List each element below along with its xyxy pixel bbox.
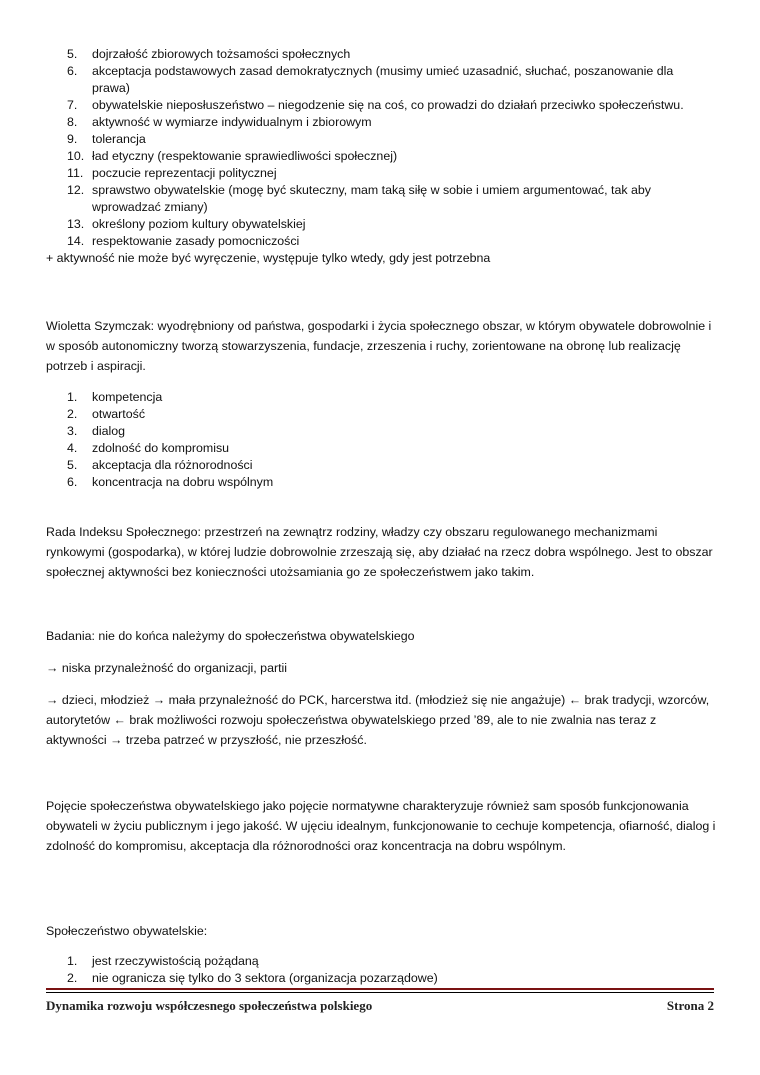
list-item (46, 216, 718, 233)
item-number: 6. (67, 64, 78, 78)
list-item (46, 182, 718, 216)
item-text: koncentracja na dobru wspólnym (92, 475, 274, 489)
arrow-note-2: → dzieci, młodzież → mała przynależność do PCK, harcerstwa itd. (młodzież się nie angażuje) ← brak tradycji, wzorców, autorytetów ← brak możliwości rozwoju społeczeństwa obywatelskiego przed ’89, ale to nie zwalnia nas teraz z aktywności → trzeba patrzeć w przyszłość, nie przeszłość. (46, 693, 710, 747)
item-text: określony poziom kultury obywatelskiej (92, 217, 306, 231)
item-number: 12. (67, 183, 85, 197)
item-text: zdolność do kompromisu (92, 441, 230, 455)
footer-title: Dynamika rozwoju współczesnego społeczeństwa polskiego (46, 998, 373, 1013)
list-item (46, 440, 718, 457)
item-number: 13. (67, 217, 85, 231)
item-text: obywatelskie nieposłuszeństwo – niegodzenie się na coś, co prowadzi do działań przeciwko społeczeństwu. (92, 98, 684, 112)
item-text: jest rzeczywistością pożądaną (92, 954, 259, 968)
list-szymczak (46, 389, 718, 491)
arrow-note-1: → niska przynależność do organizacji, partii (46, 661, 288, 675)
list-item (46, 970, 718, 987)
list-item (46, 131, 718, 148)
list-item (46, 63, 718, 97)
list-item (46, 953, 718, 970)
item-number: 1. (67, 390, 78, 404)
item-text: akceptacja dla różnorodności (92, 458, 253, 472)
spoleczenstwo-heading: Społeczeństwo obywatelskie: (46, 924, 208, 938)
list-top (46, 46, 718, 267)
item-number: 5. (67, 458, 78, 472)
plus-note: + aktywność nie może być wyręczenie, występuje tylko wtedy, gdy jest potrzebna (46, 251, 491, 265)
item-number: 11. (67, 166, 84, 180)
list-item (46, 148, 718, 165)
item-number: 4. (67, 441, 78, 455)
item-number: 2. (67, 407, 78, 421)
item-text: sprawstwo obywatelskie (mogę być skuteczny, mam taką siłę w sobie i umiem argumentować, tak aby wprowadzać zmiany) (92, 183, 651, 214)
item-text: ład etyczny (respektowanie sprawiedliwości społecznej) (92, 149, 398, 163)
list-item (46, 423, 718, 440)
item-text: respektowanie zasady pomocniczości (92, 234, 300, 248)
item-text: otwartość (92, 407, 146, 421)
list-item (46, 97, 718, 114)
item-number: 10. (67, 149, 85, 163)
item-text: kompetencja (92, 390, 163, 404)
item-number: 5. (67, 47, 78, 61)
list-item (46, 474, 718, 491)
page-footer (46, 998, 714, 1014)
list-item (46, 233, 718, 250)
item-number: 3. (67, 424, 78, 438)
item-text: tolerancja (92, 132, 146, 146)
page-number: Strona 2 (666, 998, 714, 1013)
item-number: 6. (67, 475, 78, 489)
list-item (46, 165, 718, 182)
list-item (46, 457, 718, 474)
footer-rule-thin (46, 992, 714, 993)
item-text: dialog (92, 424, 126, 438)
list-bottom (46, 953, 718, 987)
rada-definition: Rada Indeksu Społecznego: przestrzeń na zewnątrz rodziny, władzy czy obszaru regulowanego mechanizmami rynkowymi (gospodarka), w której ludzie dobrowolnie zrzeszają się, aby działać na rzecz dobra wspólnego. Jest to obszar społecznej aktywności bez konieczności utożsamiania go ze społeczeństwem jako takim. (46, 525, 713, 579)
list-item (46, 46, 718, 63)
list-item (46, 406, 718, 423)
item-text: poczucie reprezentacji politycznej (92, 166, 277, 180)
item-number: 8. (67, 115, 78, 129)
item-number: 9. (67, 132, 78, 146)
item-number: 1. (67, 954, 78, 968)
item-text: aktywność w wymiarze indywidualnym i zbiorowym (92, 115, 372, 129)
item-text: dojrzałość zbiorowych tożsamości społecznych (92, 47, 351, 61)
item-number: 2. (67, 971, 78, 985)
szymczak-definition: Wioletta Szymczak: wyodrębniony od państwa, gospodarki i życia społecznego obszar, w którym obywatele dobrowolnie i w sposób autonomiczny tworzą stowarzyszenia, fundacje, zrzeszenia i ruchy, zorientowane na obronę lub realizację potrzeb i aspiracji. (46, 319, 712, 373)
pojecie-paragraph: Pojęcie społeczeństwa obywatelskiego jako pojęcie normatywne charakteryzuje również sam sposób funkcjonowania obywateli w życiu publicznym i jego jakość. W ujęciu idealnym, funkcjonowanie to cechuje kompetencja, ofiarność, dialog i zdolność do kompromisu, akceptacja dla różnorodności oraz koncentracja na dobru wspólnym. (46, 799, 716, 853)
list-item (46, 114, 718, 131)
item-number: 7. (67, 98, 78, 112)
list-item (46, 389, 718, 406)
item-number: 14. (67, 234, 85, 248)
item-text: akceptacja podstawowych zasad demokratycznych (musimy umieć uzasadnić, słuchać, poszanowanie dla prawa) (92, 64, 674, 95)
item-text: nie ogranicza się tylko do 3 sektora (organizacja pozarządowe) (92, 971, 438, 985)
badania-heading: Badania: nie do końca należymy do społeczeństwa obywatelskiego (46, 629, 415, 643)
footer-rule (46, 988, 714, 990)
